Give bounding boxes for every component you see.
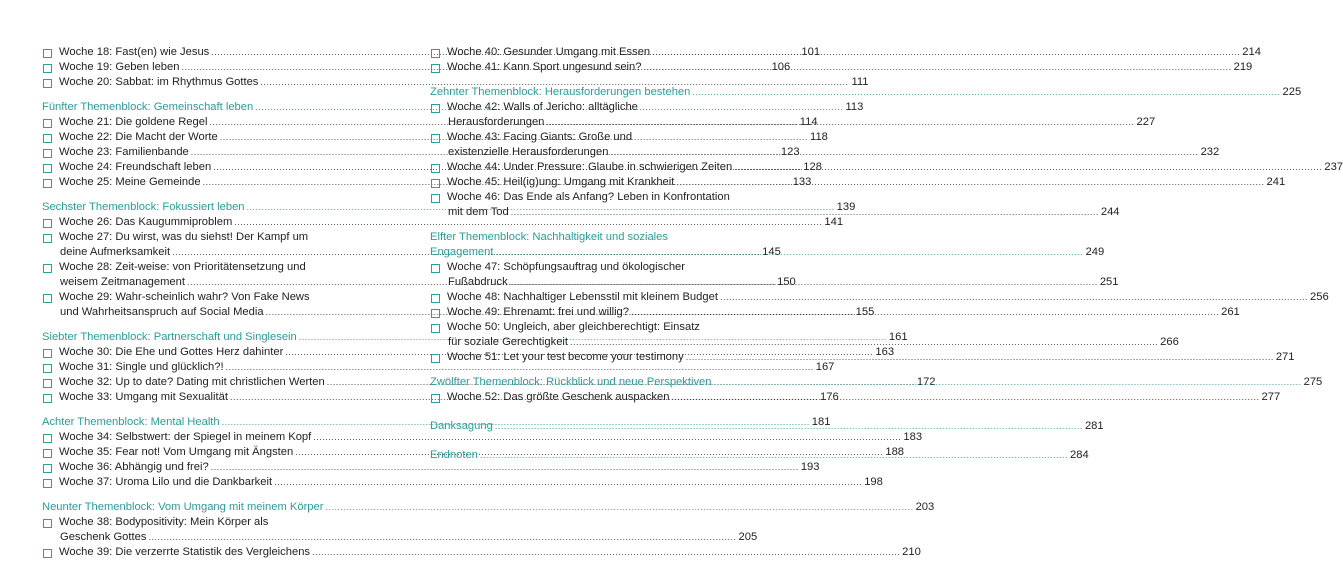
entry-title: Woche 37: Uroma Lilo und die Dankbarkeit bbox=[59, 476, 273, 488]
page-number: 118 bbox=[810, 131, 828, 143]
page-number: 225 bbox=[1282, 86, 1302, 98]
leader-dots bbox=[546, 118, 1134, 127]
checkbox-icon[interactable] bbox=[431, 49, 440, 58]
leader-dots bbox=[211, 463, 799, 472]
page-number: 188 bbox=[885, 446, 905, 458]
leader-dots bbox=[495, 248, 1083, 257]
entry-title: Herausforderungen bbox=[448, 116, 545, 128]
page-number: 123 bbox=[780, 146, 800, 158]
toc-entry[interactable] bbox=[430, 130, 706, 145]
page-number: 281 bbox=[1084, 420, 1104, 432]
entry-title: Woche 27: Du wirst, was du siehst! Der Kampf um bbox=[59, 231, 309, 243]
checkbox-icon[interactable] bbox=[431, 264, 440, 273]
toc-entry[interactable] bbox=[430, 190, 730, 205]
entry-title: Woche 42: Walls of Jericho: alltägliche bbox=[447, 101, 638, 113]
entry-title: Fußabdruck bbox=[448, 276, 508, 288]
checkbox-icon[interactable] bbox=[43, 49, 52, 58]
page-number: 271 bbox=[1275, 351, 1295, 363]
entry-title: Woche 32: Up to date? Dating mit christlichen Werten bbox=[59, 376, 325, 388]
entry-title: Woche 20: Sabbat: im Rhythmus Gottes bbox=[59, 76, 259, 88]
entry-title: Woche 25: Meine Gemeinde bbox=[59, 176, 201, 188]
checkbox-icon[interactable] bbox=[43, 364, 52, 373]
entry-title: Woche 30: Die Ehe und Gottes Herz dahinter bbox=[59, 346, 284, 358]
page-number: 128 bbox=[803, 161, 822, 173]
toc-section bbox=[42, 500, 935, 560]
entry-title: existenzielle Herausforderungen bbox=[448, 146, 609, 158]
page-number: 145 bbox=[762, 246, 781, 258]
toc-entry[interactable] bbox=[42, 545, 921, 560]
page-number: 176 bbox=[820, 391, 839, 403]
page-number: 181 bbox=[811, 416, 831, 428]
page-number: 193 bbox=[800, 461, 820, 473]
page-number: 284 bbox=[1070, 449, 1089, 461]
page-number: 111 bbox=[851, 76, 869, 88]
page-number: 277 bbox=[1261, 391, 1281, 403]
leader-dots bbox=[631, 308, 1219, 317]
page-number: 106 bbox=[771, 61, 791, 73]
checkbox-icon[interactable] bbox=[43, 294, 52, 303]
page-number: 101 bbox=[801, 46, 821, 58]
entry-title: weisem Zeitmanagement bbox=[60, 276, 185, 288]
entry-title: Woche 43: Facing Giants: Große und bbox=[447, 131, 633, 143]
page-number: 251 bbox=[1099, 276, 1119, 288]
entry-title: Woche 23: Familienbande bbox=[59, 146, 189, 158]
section-heading-text: Danksagung bbox=[430, 420, 493, 432]
checkbox-icon[interactable] bbox=[43, 434, 52, 443]
page-number: 219 bbox=[1233, 61, 1253, 73]
leader-dots bbox=[692, 88, 1280, 97]
leader-dots bbox=[714, 378, 1302, 387]
checkbox-icon[interactable] bbox=[43, 219, 52, 228]
leader-dots bbox=[734, 163, 1322, 172]
checkbox-icon[interactable] bbox=[431, 309, 440, 318]
page-number: 232 bbox=[1200, 146, 1220, 158]
checkbox-icon[interactable] bbox=[431, 194, 440, 203]
leader-dots bbox=[671, 393, 1259, 402]
checkbox-icon[interactable] bbox=[43, 134, 52, 143]
page-number: 113 bbox=[845, 101, 864, 113]
leader-dots bbox=[570, 338, 1158, 347]
page-number: 249 bbox=[1085, 246, 1105, 258]
toc-entry[interactable] bbox=[42, 230, 318, 245]
toc-entry[interactable] bbox=[42, 360, 835, 375]
section-heading-text: Achter Themenblock: Mental Health bbox=[42, 416, 220, 428]
section-heading-text: Neunter Themenblock: Vom Umgang mit meinem Körper bbox=[42, 501, 324, 513]
page-number: 210 bbox=[902, 546, 921, 558]
entry-title: Woche 22: Die Macht der Worte bbox=[59, 131, 218, 143]
entry-title: Woche 46: Das Ende als Anfang? Leben in Konfrontation bbox=[447, 191, 730, 203]
checkbox-icon[interactable] bbox=[431, 64, 440, 73]
page-number: 214 bbox=[1242, 46, 1261, 58]
entry-title: Woche 51: Let your test become your testimony bbox=[447, 351, 684, 363]
checkbox-icon[interactable] bbox=[43, 394, 52, 403]
checkbox-icon[interactable] bbox=[43, 234, 52, 243]
checkbox-icon[interactable] bbox=[431, 354, 440, 363]
leader-dots bbox=[686, 353, 1274, 362]
leader-dots bbox=[676, 178, 1264, 187]
leader-dots bbox=[274, 478, 862, 487]
checkbox-icon[interactable] bbox=[43, 349, 52, 358]
entry-title: Geschenk Gottes bbox=[60, 531, 147, 543]
entry-title: Woche 29: Wahr-scheinlich wahr? Von Fake News bbox=[59, 291, 310, 303]
entry-title: Woche 44: Under Pressure: Glaube in schwierigen Zeiten bbox=[447, 161, 733, 173]
checkbox-icon[interactable] bbox=[43, 479, 52, 488]
entry-title: Woche 21: Die goldene Regel bbox=[59, 116, 208, 128]
entry-title: Woche 38: Bodypositivity: Mein Körper als bbox=[59, 516, 269, 528]
leader-dots bbox=[652, 48, 1240, 57]
page-number: 205 bbox=[738, 531, 758, 543]
section-heading-text: Zwölfter Themenblock: Rückblick und neue Perspektiven bbox=[430, 376, 712, 388]
checkbox-icon[interactable] bbox=[43, 549, 52, 558]
section-heading[interactable] bbox=[430, 230, 706, 245]
page-number: 275 bbox=[1303, 376, 1323, 388]
section-heading-text: Sechster Themenblock: Fokussiert leben bbox=[42, 201, 245, 213]
entry-title: Woche 45: Heil(ig)ung: Umgang mit Krankheit bbox=[447, 176, 675, 188]
toc-entry[interactable] bbox=[42, 75, 869, 90]
leader-dots bbox=[480, 451, 1068, 460]
checkbox-icon[interactable] bbox=[43, 264, 52, 273]
checkbox-icon[interactable] bbox=[43, 179, 52, 188]
page-number: 139 bbox=[836, 201, 856, 213]
checkbox-icon[interactable] bbox=[43, 519, 52, 528]
entry-title: deine Aufmerksamkeit bbox=[60, 246, 171, 258]
checkbox-icon[interactable] bbox=[431, 324, 440, 333]
entry-title: und Wahrheitsanspruch auf Social Media bbox=[60, 306, 264, 318]
page-number: 227 bbox=[1136, 116, 1156, 128]
leader-dots bbox=[511, 208, 1099, 217]
page-number: 167 bbox=[815, 361, 835, 373]
page-number: 203 bbox=[915, 501, 935, 513]
section-heading-text: Elfter Themenblock: Nachhaltigkeit und soziales bbox=[430, 231, 668, 243]
leader-dots bbox=[643, 63, 1231, 72]
entry-title: Woche 49: Ehrenamt: frei und willig? bbox=[447, 306, 629, 318]
checkbox-icon[interactable] bbox=[43, 149, 52, 158]
entry-title: Woche 52: Das größte Geschenk auspacken bbox=[447, 391, 670, 403]
entry-title: Woche 34: Selbstwert: der Spiegel in meinem Kopf bbox=[59, 431, 312, 443]
leader-dots bbox=[312, 548, 900, 557]
page-number: 198 bbox=[864, 476, 883, 488]
entry-title: für soziale Gerechtigkeit bbox=[448, 336, 569, 348]
page-number: 161 bbox=[888, 331, 908, 343]
page-number: 163 bbox=[875, 346, 895, 358]
toc-entry[interactable] bbox=[430, 260, 706, 275]
entry-title: Woche 36: Abhängig und frei? bbox=[59, 461, 209, 473]
entry-title: mit dem Tod bbox=[448, 206, 509, 218]
toc-entry[interactable] bbox=[42, 260, 318, 275]
page-number: 261 bbox=[1221, 306, 1240, 318]
section-heading-text: Engagement bbox=[430, 246, 494, 258]
checkbox-icon[interactable] bbox=[431, 104, 440, 113]
toc-entry[interactable] bbox=[42, 515, 318, 530]
toc-entry[interactable] bbox=[42, 290, 318, 305]
entry-title: Woche 40: Gesunder Umgang mit Essen bbox=[447, 46, 651, 58]
section-heading-text: Fünfter Themenblock: Gemeinschaft leben bbox=[42, 101, 254, 113]
leader-dots bbox=[510, 278, 1098, 287]
entry-title: Woche 39: Die verzerrte Statistik des Vergleichens bbox=[59, 546, 311, 558]
page-number: 133 bbox=[792, 176, 812, 188]
entry-title: Woche 48: Nachhaltiger Lebensstil mit kleinem Budget bbox=[447, 291, 718, 303]
leader-dots bbox=[720, 293, 1308, 302]
page-number: 183 bbox=[903, 431, 923, 443]
leader-dots bbox=[610, 148, 1198, 157]
checkbox-icon[interactable] bbox=[431, 179, 440, 188]
section-heading[interactable] bbox=[42, 500, 935, 515]
checkbox-icon[interactable] bbox=[431, 134, 440, 143]
leader-dots bbox=[148, 533, 736, 542]
page-number: 237 bbox=[1324, 161, 1343, 173]
toc-entry[interactable] bbox=[430, 290, 1329, 305]
page-number: 141 bbox=[824, 216, 844, 228]
checkbox-icon[interactable] bbox=[43, 464, 52, 473]
page-number: 256 bbox=[1310, 291, 1329, 303]
page-number: 266 bbox=[1160, 336, 1179, 348]
section-heading-text: Endnoten bbox=[430, 449, 478, 461]
checkbox-icon[interactable] bbox=[431, 394, 440, 403]
checkbox-icon[interactable] bbox=[431, 164, 440, 173]
toc-entry[interactable] bbox=[42, 215, 844, 230]
entry-title: Woche 47: Schöpfungsauftrag und ökologischer bbox=[447, 261, 685, 273]
leader-dots bbox=[495, 422, 1083, 431]
entry-title: Woche 35: Fear not! Vom Umgang mit Ängsten bbox=[59, 446, 294, 458]
checkbox-icon[interactable] bbox=[43, 164, 52, 173]
toc-entry[interactable] bbox=[430, 320, 706, 335]
checkbox-icon[interactable] bbox=[43, 119, 52, 128]
entry-title: Woche 19: Geben leben bbox=[59, 61, 180, 73]
entry-title: Woche 26: Das Kaugummiproblem bbox=[59, 216, 233, 228]
toc-entry[interactable] bbox=[42, 460, 820, 475]
entry-title: Woche 18: Fast(en) wie Jesus bbox=[59, 46, 210, 58]
entry-title: Woche 31: Single und glücklich?! bbox=[59, 361, 224, 373]
toc-entry[interactable] bbox=[42, 530, 758, 545]
checkbox-icon[interactable] bbox=[43, 449, 52, 458]
entry-title: Woche 33: Umgang mit Sexualität bbox=[59, 391, 228, 403]
checkbox-icon[interactable] bbox=[43, 79, 52, 88]
checkbox-icon[interactable] bbox=[431, 294, 440, 303]
checkbox-icon[interactable] bbox=[43, 64, 52, 73]
section-heading-text: Zehnter Themenblock: Herausforderungen bestehen bbox=[430, 86, 691, 98]
page-number: 155 bbox=[855, 306, 875, 318]
page-number: 244 bbox=[1100, 206, 1120, 218]
page-number: 241 bbox=[1266, 176, 1286, 188]
page-number: 150 bbox=[777, 276, 796, 288]
entry-title: Woche 50: Ungleich, aber gleichberechtigt: Einsatz bbox=[447, 321, 700, 333]
entry-title: Woche 24: Freundschaft leben bbox=[59, 161, 212, 173]
entry-title: Woche 41: Kann Sport ungesund sein? bbox=[447, 61, 642, 73]
leader-dots bbox=[325, 503, 913, 512]
toc-entry[interactable] bbox=[430, 100, 706, 115]
entry-title: Woche 28: Zeit-weise: von Prioritätensetzung und bbox=[59, 261, 306, 273]
page-number: 172 bbox=[916, 376, 936, 388]
toc-entry[interactable] bbox=[42, 475, 883, 490]
checkbox-icon[interactable] bbox=[43, 379, 52, 388]
section-heading-text: Siebter Themenblock: Partnerschaft und Singlesein bbox=[42, 331, 297, 343]
toc-entry[interactable] bbox=[42, 430, 923, 445]
section-heading[interactable] bbox=[430, 85, 1302, 100]
page-number: 114 bbox=[799, 116, 818, 128]
